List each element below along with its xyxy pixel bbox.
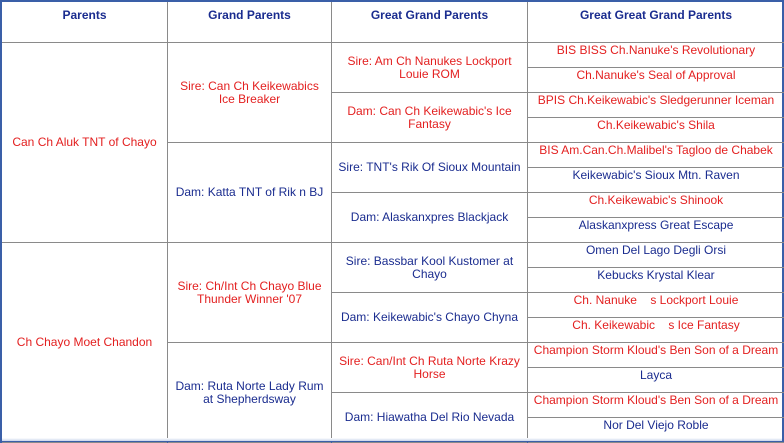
- great-great-grand-parent-cell: Omen Del Lago Degli Orsi: [585, 243, 727, 257]
- great-great-grand-parent-cell: BIS Am.Can.Ch.Malibel's Tagloo de Chabek: [539, 143, 773, 157]
- great-grand-parent-cell: Dam: Hiawatha Del Rio Nevada: [344, 410, 515, 424]
- great-great-grand-parent-cell: Kebucks Krystal Klear: [597, 268, 715, 282]
- great-great-grand-parent-cell: BIS BISS Ch.Nanuke's Revolutionary: [556, 43, 756, 57]
- great-great-grand-parent-cell: Nor Del Viejo Roble: [603, 418, 709, 432]
- great-great-grand-parent-cell: Alaskanxpress Great Escape: [578, 218, 734, 232]
- great-great-grand-parent-cell: Ch.Keikewabic's Shinook: [588, 193, 724, 207]
- great-grand-parent-cell: Dam: Can Ch Keikewabic's Ice Fantasy: [347, 103, 512, 131]
- great-great-grand-parent-cell: Layca: [639, 368, 673, 382]
- great-great-grand-parent-cell: Keikewabic's Sioux Mtn. Raven: [572, 168, 740, 182]
- great-grand-parent-cell: Sire: Can/Int Ch Ruta Norte Krazy Horse: [339, 353, 520, 381]
- great-grand-parent-cell: Dam: Alaskanxpres Blackjack: [350, 210, 509, 224]
- parent-cell: Can Ch Aluk TNT of Chayo: [12, 135, 157, 149]
- great-great-grand-parent-cell: Ch. Keikewabic s Ice Fantasy: [572, 318, 740, 332]
- great-grand-parent-cell: Sire: Bassbar Kool Kustomer at Chayo: [345, 253, 514, 281]
- great-great-grand-parent-cell: Champion Storm Kloud's Ben Son of a Dream: [533, 393, 779, 407]
- grand-parent-cell: Sire: Ch/Int Ch Chayo Blue Thunder Winner '07: [177, 278, 322, 306]
- grand-parent-cell: Dam: Katta TNT of Rik n BJ: [175, 185, 324, 199]
- grand-parent-cell: Dam: Ruta Norte Lady Rum at Shepherdsway: [175, 378, 324, 406]
- header-great-great-grand-parents: Great Great Grand Parents: [579, 8, 733, 22]
- great-grand-parent-cell: Sire: TNT's Rik Of Sioux Mountain: [338, 160, 521, 174]
- great-great-grand-parent-cell: Champion Storm Kloud's Ben Son of a Dream: [533, 343, 779, 357]
- header-parents: Parents: [62, 8, 107, 22]
- great-grand-parent-cell: Sire: Am Ch Nanukes Lockport Louie ROM: [347, 53, 512, 81]
- grand-parent-cell: Sire: Can Ch Keikewabics Ice Breaker: [180, 78, 319, 106]
- great-great-grand-parent-cell: Ch.Keikewabic's Shila: [597, 118, 715, 132]
- great-great-grand-parent-cell: Ch. Nanuke s Lockport Louie: [573, 293, 739, 307]
- header-grand-parents: Grand Parents: [208, 8, 291, 22]
- header-great-grand-parents: Great Grand Parents: [370, 8, 489, 22]
- great-grand-parent-cell: Dam: Keikewabic's Chayo Chyna: [340, 310, 519, 324]
- great-great-grand-parent-cell: Ch.Nanuke's Seal of Approval: [576, 68, 736, 82]
- parent-cell: Ch Chayo Moet Chandon: [16, 335, 153, 349]
- great-great-grand-parent-cell: BPIS Ch.Keikewabic's Sledgerunner Iceman: [537, 93, 775, 107]
